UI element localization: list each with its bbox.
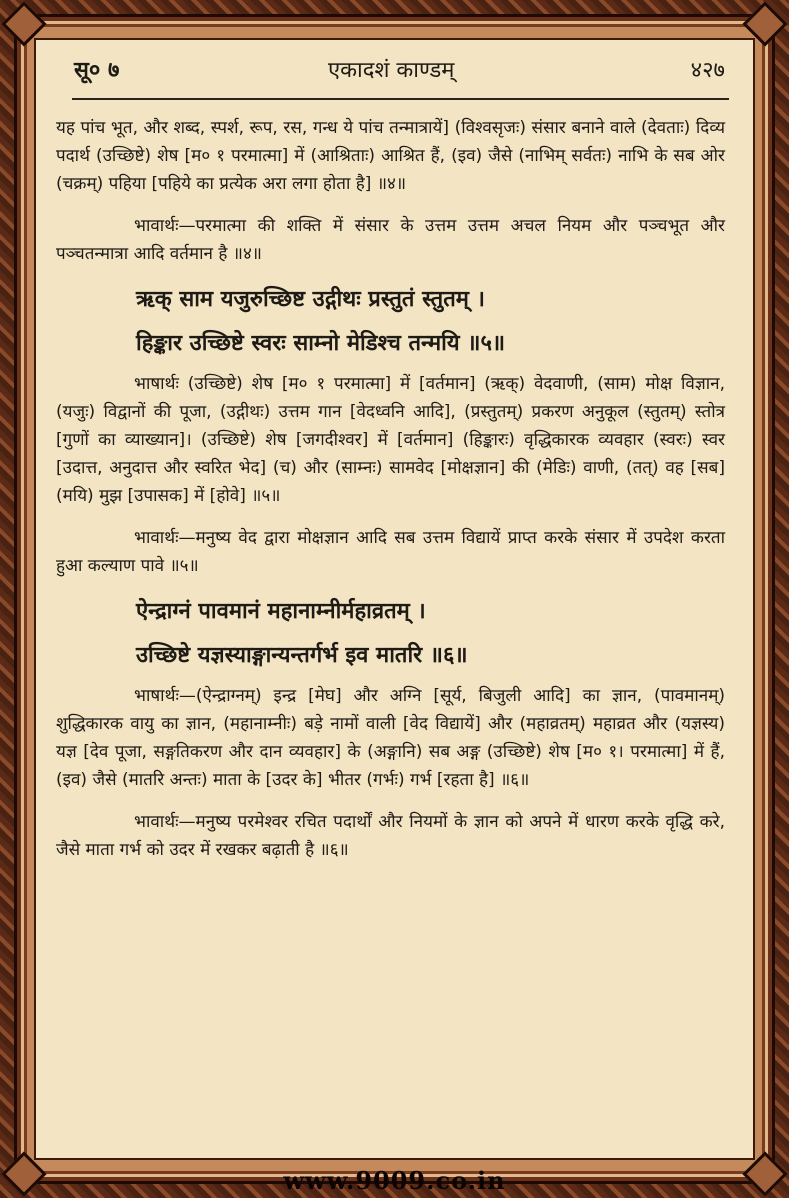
bhashartha-paragraph: भाषार्थः (उच्छिष्टे) शेष [म० १ परमात्मा] में [वर्तमान] (ऋक्) वेदवाणी, (साम) मोक्ष विज्ञान, (यजुः) विद्वानों की पूजा, (उद्गीथः) उत्तम गान [वेदध्वनि आदि], (प्रस्तुतम्) प्रकरण अनुकूल (स्तुतम्) स्तोत्र [गुणों का व्याख्यान]। (उच्छिष्टे) शेष [जगदीश्वर] में [वर्तमान] (हिङ्कारः) वृद्धिकारक व्यवहार (स्वरः) स्वर [उदात्त, अनुदात्त और स्वरित भेद] (च) और (साम्नः) सामवेद [मोक्षज्ञान] की (मेडिः) वाणी, (तत्) वह [सब] (मयि) मुझ [उपासक] में [होवे] ॥५॥ xyxy=(56,374,725,506)
commentary-paragraph: यह पांच भूत, और शब्द, स्पर्श, रूप, रस, गन्ध ये पांच तन्मात्रायें] (विश्वसृजः) संसार बनाने वाले (देवताः) दिव्य पदार्थ (उच्छिष्टे) शेष [म० १ परमात्मा] में (आश्रिताः) आश्रित हैं, (इव) जैसे (नाभिम् सर्वतः) नाभि के सब ओर (चक्रम्) पहिया [पहिये का प्रत्येक अरा लगा होता है] ॥४॥ xyxy=(56,118,725,194)
sukta-number: सू० ७ xyxy=(74,58,120,83)
bhavartha-paragraph: भावार्थः—परमात्मा की शक्ति में संसार के उत्तम उत्तम अचल नियम और पञ्चभूत और पञ्चतन्मात्रा आदि वर्तमान है ॥४॥ xyxy=(56,216,725,264)
mantra-line: उच्छिष्टे यज्ञस्याङ्गान्यन्तर्गर्भ इव मातरि ॥६॥ xyxy=(136,643,468,668)
page-content xyxy=(56,114,725,878)
mantra-line: ऐन्द्राग्नं पावमानं महानाम्नीर्महाव्रतम् । xyxy=(136,599,426,624)
website-footer: www.9009.co.in xyxy=(283,1166,506,1195)
page-header xyxy=(36,40,753,83)
header-rule xyxy=(72,98,729,100)
book-page xyxy=(34,38,755,1160)
mantra-line: ऋक् साम यजुरुच्छिष्ट उद्गीथः प्रस्तुतं स्तुतम् । xyxy=(136,287,485,312)
bhashartha-paragraph: भाषार्थः—(ऐन्द्राग्नम्) इन्द्र [मेघ] और अग्नि [सूर्य, बिजुली आदि] का ज्ञान, (पावमानम्) शुद्धिकारक वायु का ज्ञान, (महानाम्नीः) बड़े नामों वाली [वेद विद्यायें] और (महाव्रतम्) महाव्रत और (यज्ञस्य) यज्ञ [देव पूजा, सङ्गतिकरण और दान व्यवहार] के (अङ्गानि) सब अङ्ग (उच्छिष्टे) शेष [म० १। परमात्मा] में हैं, (इव) जैसे (मातरि अन्तः) माता के [उदर के] भीतर (गर्भः) गर्भ [रहता है] ॥६॥ xyxy=(56,686,725,790)
bhavartha-paragraph: भावार्थः—मनुष्य परमेश्वर रचित पदार्थों और नियमों के ज्ञान को अपने में धारण करके वृद्धि करे, जैसे माता गर्भ को उदर में रखकर बढ़ाती है ॥६॥ xyxy=(56,812,725,860)
mantra-line: हिङ्कार उच्छिष्टे स्वरः साम्नो मेडिश्च तन्मयि ॥५॥ xyxy=(136,331,506,356)
page-title: एकादशं काण्डम् xyxy=(328,58,455,83)
bhavartha-paragraph: भावार्थः—मनुष्य वेद द्वारा मोक्षज्ञान आदि सब उत्तम विद्यायें प्राप्त करके संसार में उपदेश करता हुआ कल्याण पावे ॥५॥ xyxy=(56,528,725,576)
page-number: ४२७ xyxy=(690,58,725,83)
